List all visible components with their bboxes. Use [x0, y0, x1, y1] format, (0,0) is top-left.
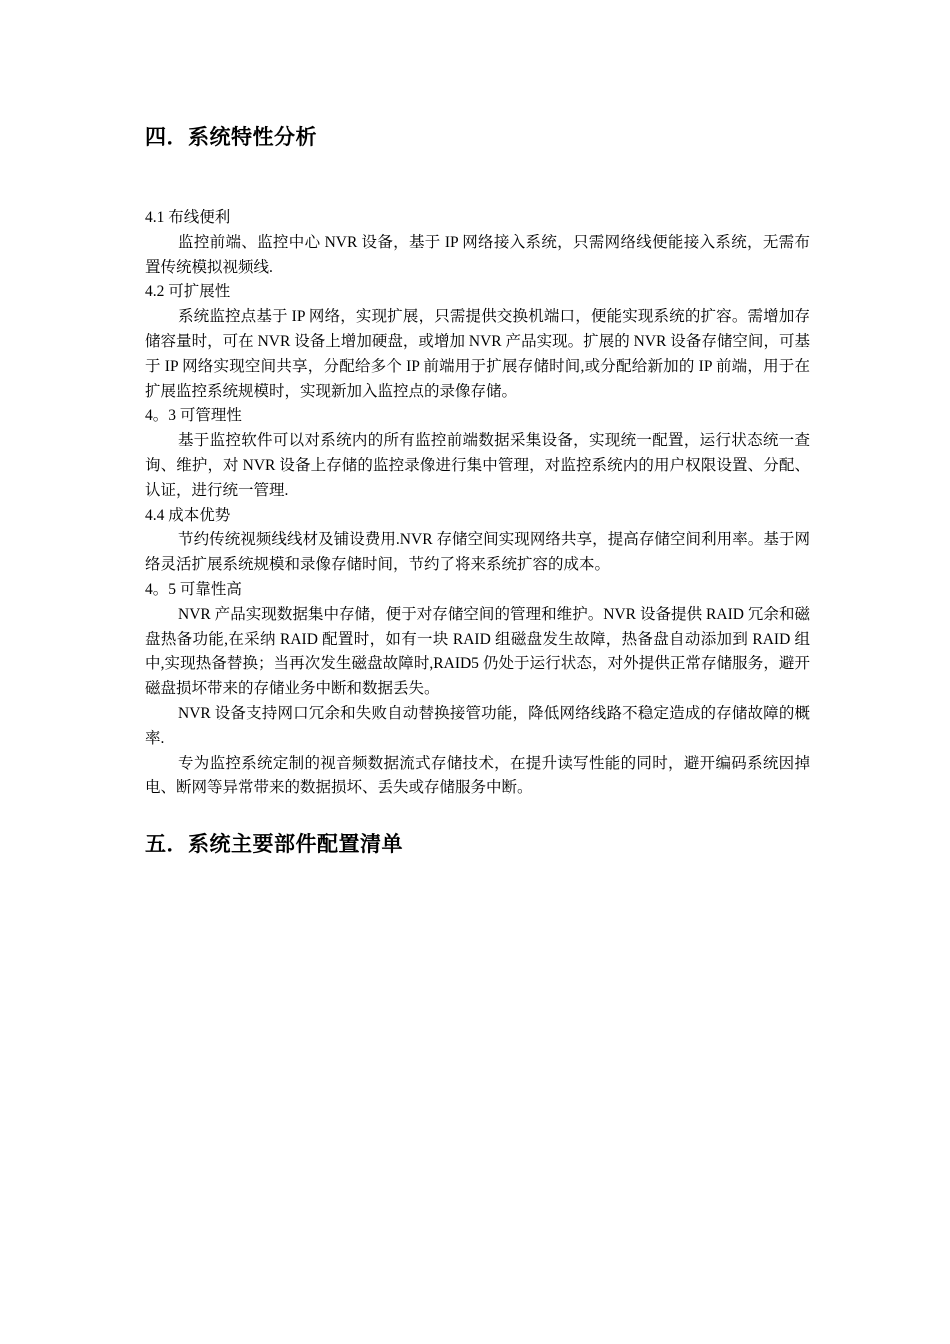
subsection-4-5-paragraph-1: NVR 产品实现数据集中存储，便于对存储空间的管理和维护。NVR 设备提供 RAID 冗余和磁盘热备功能,在采纳 RAID 配置时，如有一块 RAID 组磁盘发生故障，热备盘自动添加到 RAID 组中,实现热备替换；当再次发生磁盘故障时,RAID5 仍处于运行状态，对外提供正常存储服务，避开磁盘损坏带来的存储业务中断和数据丢失。 — [145, 605, 810, 698]
section-5-title: 五．系统主要部件配置清单 — [145, 832, 403, 856]
subsection-4-5-heading: 4。5 可靠性高 — [145, 580, 242, 598]
subsection-4-3-heading: 4。3 可管理性 — [145, 407, 242, 425]
subsection-4-2-paragraph: 系统监控点基于 IP 网络，实现扩展，只需提供交换机端口，便能实现系统的扩容。需增加存储容量时，可在 NVR 设备上增加硬盘，或增加 NVR 产品实现。扩展的 NVR 设备存储空间，可基于 IP 网络实现空间共享，分配给多个 IP 前端用于扩展存储时间,或分配给新加的 IP 前端，用于在扩展监控系统规模时，实现新加入监控点的录像存储。 — [145, 308, 810, 400]
subsection-4-1-heading: 4.1 布线便利 — [145, 209, 231, 226]
subsection-4-4-paragraph: 节约传统视频线线材及铺设费用.NVR 存储空间实现网络共享，提高存储空间利用率。基于网络灵活扩展系统规模和录像存储时间，节约了将来系统扩容的成本。 — [145, 531, 810, 574]
subsection-4-3-paragraph: 基于监控软件可以对系统内的所有监控前端数据采集设备，实现统一配置，运行状态统一查询、维护，对 NVR 设备上存储的监控录像进行集中管理，对监控系统内的用户权限设置、分配、认证，进行统一管理. — [145, 432, 810, 499]
section-4-title: 四．系统特性分析 — [145, 125, 317, 149]
subsection-4-1-paragraph: 监控前端、监控中心 NVR 设备，基于 IP 网络接入系统，只需网络线便能接入系统，无需布置传统模拟视频线. — [145, 233, 810, 276]
subsection-4-2-heading: 4.2 可扩展性 — [145, 283, 231, 301]
subsection-4-4-heading: 4.4 成本优势 — [145, 506, 231, 524]
subsection-4-5-paragraph-2: NVR 设备支持网口冗余和失败自动替换接管功能，降低网络线路不稳定造成的存储故障的概率. — [145, 704, 810, 747]
section-4-body — [145, 206, 810, 801]
subsection-4-5-paragraph-3: 专为监控系统定制的视音频数据流式存储技术，在提升读写性能的同时，避开编码系统因掉电、断网等异常带来的数据损坏、丢失或存储服务中断。 — [145, 754, 810, 797]
